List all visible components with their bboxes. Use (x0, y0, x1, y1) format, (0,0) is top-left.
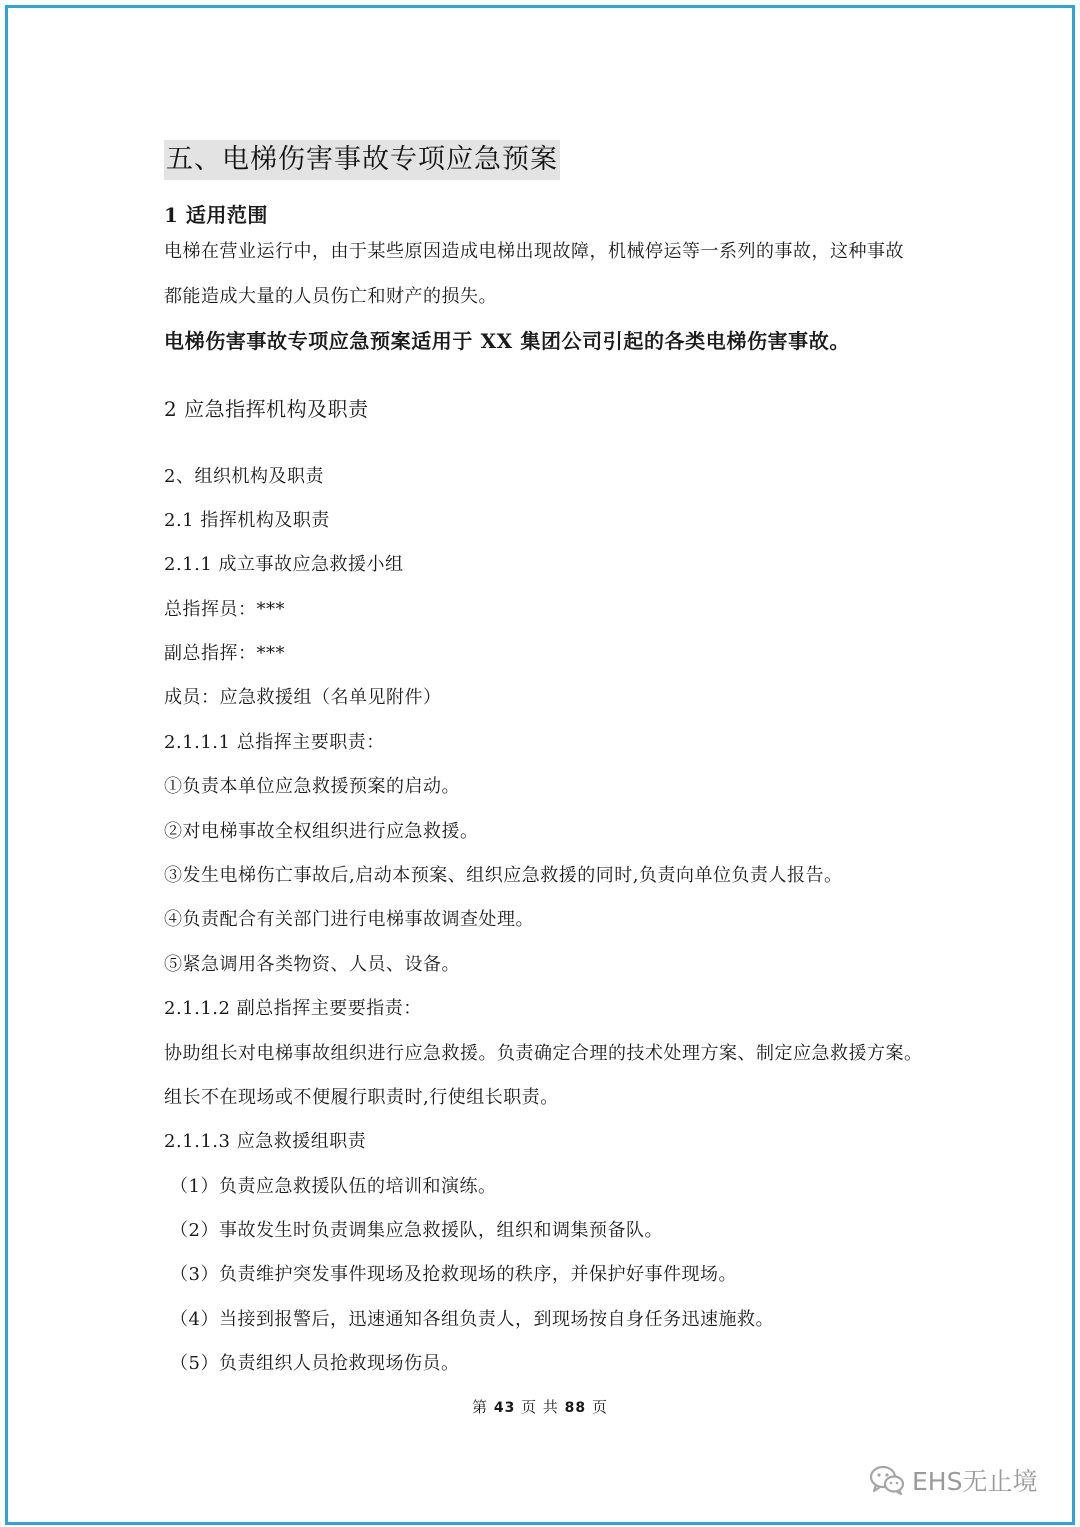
section1-paragraph-line2: 都能造成大量的人员伤亡和财产的损失。 (164, 286, 497, 307)
section2-heading: 2 应急指挥机构及职责 (164, 397, 369, 421)
body-line: 2.1.1 成立事故应急救援小组 (164, 554, 404, 575)
list-item: （3）负责维护突发事件现场及抢救现场的秩序，并保护好事件现场。 (170, 1264, 737, 1285)
body-line: ④负责配合有关部门进行电梯事故调查处理。 (164, 909, 534, 930)
body-line: 2.1.1.1 总指挥主要职责： (164, 732, 385, 753)
list-item: （2）事故发生时负责调集应急救援队，组织和调集预备队。 (170, 1220, 663, 1241)
list-item: （5）负责组织人员抢救现场伤员。 (170, 1353, 460, 1374)
body-line: 副总指挥：*** (164, 643, 285, 664)
page-number: 43 (493, 1400, 516, 1416)
list-item: （1）负责应急救援队伍的培训和演练。 (170, 1176, 497, 1197)
body-line: ③发生电梯伤亡事故后,启动本预案、组织应急救援的同时,负责向单位负责人报告。 (164, 865, 843, 886)
footer-middle: 页 共 (521, 1398, 559, 1416)
body-line: 2、组织机构及职责 (164, 466, 324, 487)
body-line: 协助组长对电梯事故组织进行应急救援。负责确定合理的技术处理方案、制定应急救援方案。 (164, 1043, 923, 1064)
watermark-text: EHS无止境 (912, 1467, 1038, 1496)
body-line: ②对电梯事故全权组织进行应急救援。 (164, 821, 479, 842)
watermark (868, 1463, 1037, 1497)
document-title: 五、电梯伤害事故专项应急预案 (164, 140, 560, 180)
body-line: 总指挥员：*** (164, 599, 285, 620)
page-footer (0, 1396, 1080, 1419)
total-pages: 88 (564, 1400, 587, 1416)
page-frame (5, 5, 1075, 1525)
body-line: 2.1.1.3 应急救援组职责 (164, 1131, 367, 1152)
section1-heading: 1 适用范围 (164, 203, 268, 227)
body-line: 组长不在现场或不便履行职责时,行使组长职责。 (164, 1087, 559, 1108)
body-line: 2.1.1.2 副总指挥主要要指责： (164, 998, 422, 1019)
list-item: （4）当接到报警后，迅速通知各组负责人，到现场按自身任务迅速施救。 (170, 1309, 774, 1330)
body-line: ①负责本单位应急救援预案的启动。 (164, 776, 460, 797)
section1-paragraph-line1: 电梯在营业运行中，由于某些原因造成电梯出现故障，机械停运等一系列的事故，这种事故 (164, 241, 904, 262)
wechat-icon (868, 1464, 906, 1496)
body-line: ⑤紧急调用各类物资、人员、设备。 (164, 954, 460, 975)
section1-bold-statement: 电梯伤害事故专项应急预案适用于 XX 集团公司引起的各类电梯伤害事故。 (164, 329, 850, 353)
body-line: 成员：应急救援组（名单见附件） (164, 687, 442, 708)
body-line: 2.1 指挥机构及职责 (164, 510, 330, 531)
footer-suffix: 页 (591, 1398, 608, 1416)
footer-prefix: 第 (472, 1398, 489, 1416)
